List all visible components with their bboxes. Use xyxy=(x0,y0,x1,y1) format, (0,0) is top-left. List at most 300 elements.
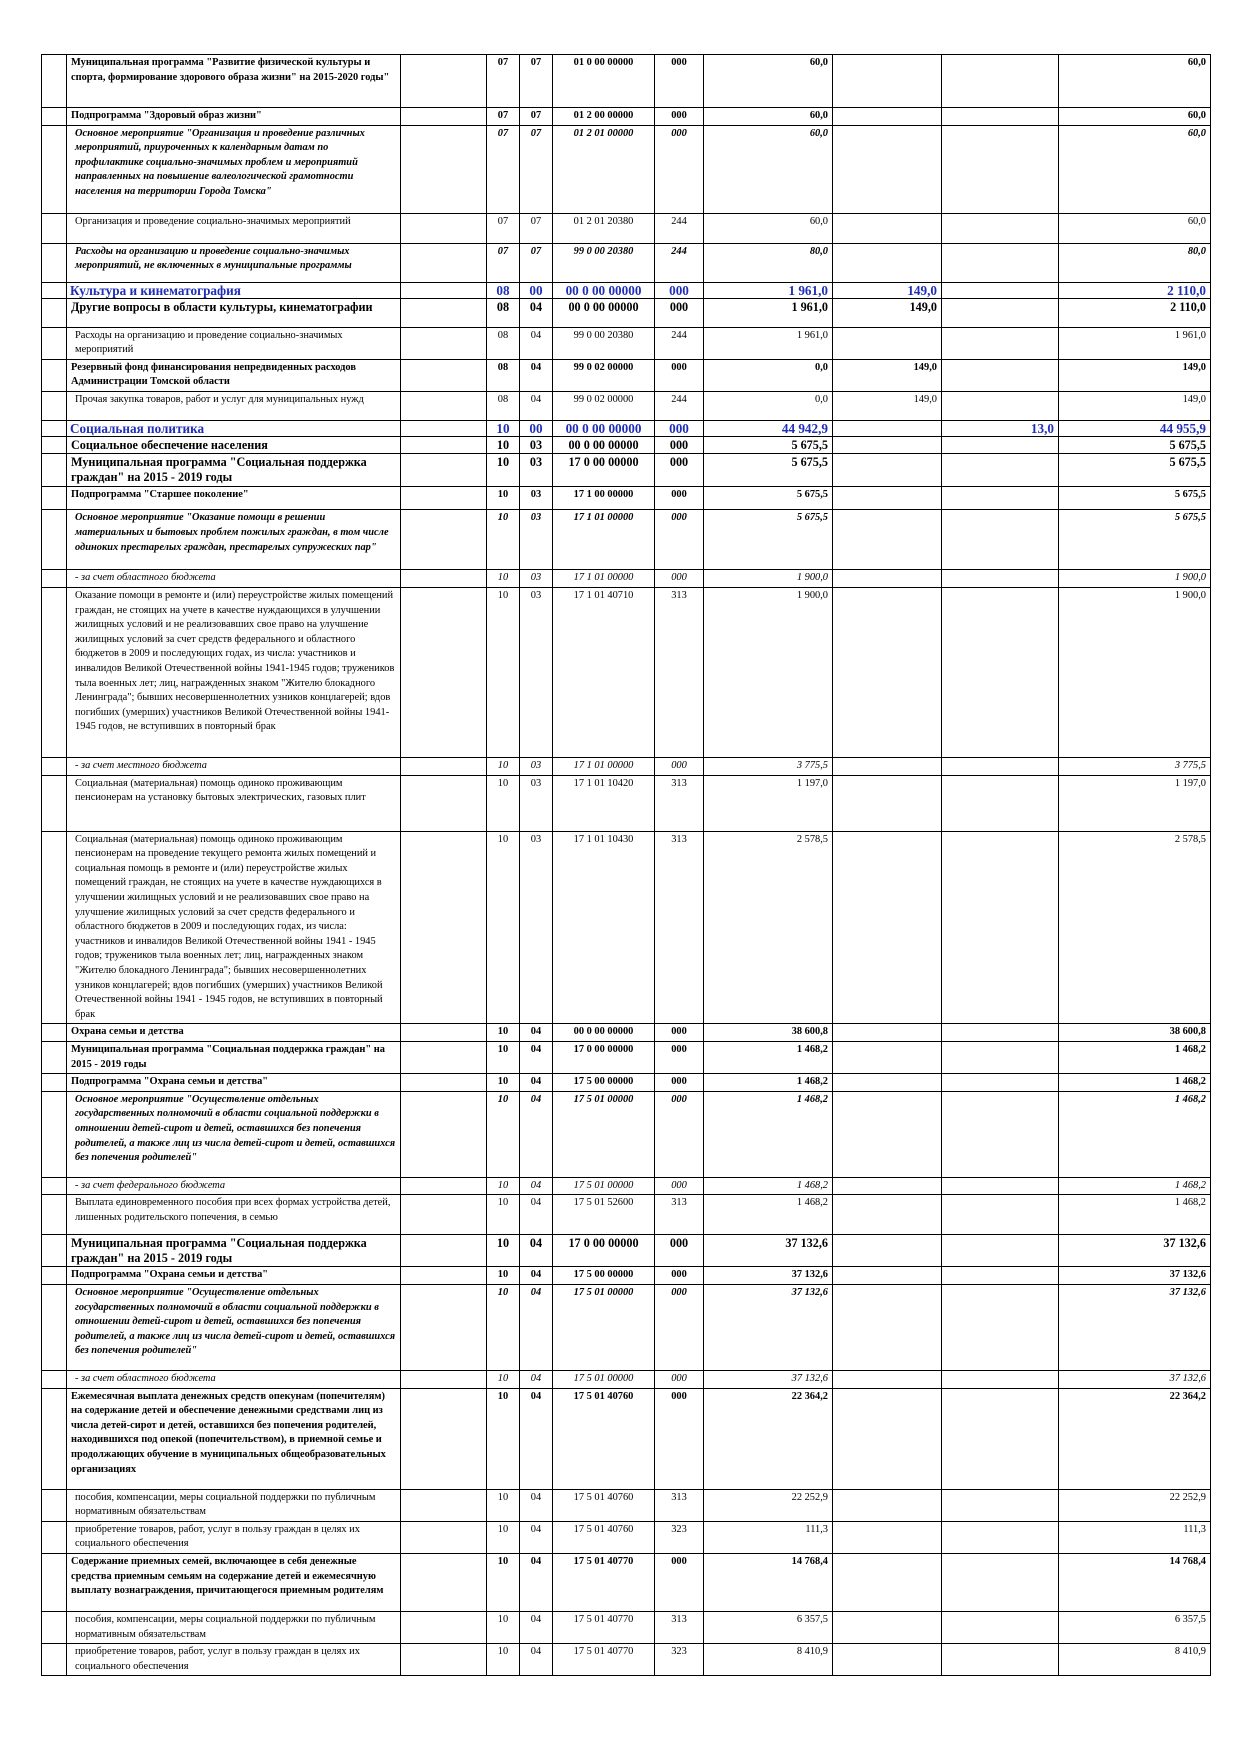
change-amount-2-cell xyxy=(942,1074,1059,1092)
expense-type-cell: 000 xyxy=(655,1370,704,1388)
row-number-cell xyxy=(42,55,67,108)
approved-amount-cell: 1 961,0 xyxy=(704,298,833,327)
approved-amount-cell: 80,0 xyxy=(704,243,833,282)
expense-type-cell: 313 xyxy=(655,1195,704,1235)
target-article-cell: 17 1 01 10420 xyxy=(553,775,655,831)
row-number-cell xyxy=(42,282,67,298)
expense-type-cell: 000 xyxy=(655,1091,704,1177)
subsection-cell: 04 xyxy=(520,1611,553,1643)
approved-amount-cell: 22 364,2 xyxy=(704,1388,833,1489)
table-row xyxy=(42,359,1211,391)
table-row xyxy=(42,108,1211,126)
target-article-cell: 17 0 00 00000 xyxy=(553,454,655,487)
subsection-cell: 04 xyxy=(520,1284,553,1370)
total-amount-cell: 22 252,9 xyxy=(1059,1489,1211,1521)
change-amount-2-cell xyxy=(942,327,1059,359)
row-number-cell xyxy=(42,831,67,1024)
row-number-cell xyxy=(42,1041,67,1073)
item-name-cell: Расходы на организацию и проведение социально-значимых мероприятий, не включенных в муниципальные программы xyxy=(67,243,401,282)
subsection-cell: 04 xyxy=(520,1489,553,1521)
table-row xyxy=(42,487,1211,510)
table-row xyxy=(42,1074,1211,1092)
total-amount-cell: 60,0 xyxy=(1059,55,1211,108)
admin-code-cell xyxy=(401,213,487,243)
total-amount-cell: 37 132,6 xyxy=(1059,1284,1211,1370)
approved-amount-cell: 0,0 xyxy=(704,391,833,420)
expense-type-cell: 000 xyxy=(655,282,704,298)
item-name-cell: Резервный фонд финансирования непредвиденных расходов Администрации Томской области xyxy=(67,359,401,391)
expense-type-cell: 000 xyxy=(655,1388,704,1489)
admin-code-cell xyxy=(401,1267,487,1285)
section-cell: 10 xyxy=(487,1177,520,1195)
total-amount-cell: 5 675,5 xyxy=(1059,454,1211,487)
section-cell: 10 xyxy=(487,1041,520,1073)
section-cell: 10 xyxy=(487,1024,520,1042)
change-amount-cell xyxy=(833,1553,942,1611)
expense-type-cell: 000 xyxy=(655,108,704,126)
approved-amount-cell: 1 468,2 xyxy=(704,1074,833,1092)
section-cell: 08 xyxy=(487,359,520,391)
change-amount-2-cell xyxy=(942,1284,1059,1370)
change-amount-cell xyxy=(833,1235,942,1267)
section-cell: 10 xyxy=(487,588,520,758)
row-number-cell xyxy=(42,391,67,420)
total-amount-cell: 37 132,6 xyxy=(1059,1370,1211,1388)
admin-code-cell xyxy=(401,125,487,213)
target-article-cell: 17 1 01 40710 xyxy=(553,588,655,758)
target-article-cell: 17 1 00 00000 xyxy=(553,487,655,510)
total-amount-cell: 2 110,0 xyxy=(1059,282,1211,298)
target-article-cell: 17 1 01 10430 xyxy=(553,831,655,1024)
approved-amount-cell: 22 252,9 xyxy=(704,1489,833,1521)
admin-code-cell xyxy=(401,327,487,359)
total-amount-cell: 1 197,0 xyxy=(1059,775,1211,831)
admin-code-cell xyxy=(401,243,487,282)
subsection-cell: 07 xyxy=(520,55,553,108)
table-row xyxy=(42,420,1211,436)
approved-amount-cell: 1 197,0 xyxy=(704,775,833,831)
row-number-cell xyxy=(42,327,67,359)
section-cell: 10 xyxy=(487,831,520,1024)
row-number-cell xyxy=(42,298,67,327)
item-name-cell: Оказание помощи в ремонте и (или) переустройстве жилых помещений граждан, не стоящих на учете в качестве нуждающихся в улучшении жилищных условий и не реализовавших свое право на улучшение жилищных условий за счет средств федерального и областного бюджетов в 2009 и последующих годах, из числа: участников и инвалидов Великой Отечественной войны 1941-1945 годов; тружеников тыла военных лет; лиц, награжденных знаком "Жителю блокадного Ленинграда"; бывших несовершеннолетних узников концлагерей; вдов погибших (умерших) участников Великой Отечественной войны 1941-1945 годов, не вступивших в повторный брак xyxy=(67,588,401,758)
admin-code-cell xyxy=(401,1074,487,1092)
target-article-cell: 17 5 00 00000 xyxy=(553,1267,655,1285)
admin-code-cell xyxy=(401,588,487,758)
change-amount-2-cell xyxy=(942,1024,1059,1042)
admin-code-cell xyxy=(401,1195,487,1235)
row-number-cell xyxy=(42,420,67,436)
admin-code-cell xyxy=(401,758,487,776)
change-amount-2-cell xyxy=(942,510,1059,570)
change-amount-2-cell xyxy=(942,1235,1059,1267)
section-cell: 07 xyxy=(487,213,520,243)
section-cell: 10 xyxy=(487,510,520,570)
row-number-cell xyxy=(42,1489,67,1521)
admin-code-cell xyxy=(401,1553,487,1611)
approved-amount-cell: 1 468,2 xyxy=(704,1177,833,1195)
section-cell: 07 xyxy=(487,55,520,108)
change-amount-cell xyxy=(833,1284,942,1370)
total-amount-cell: 1 468,2 xyxy=(1059,1195,1211,1235)
subsection-cell: 04 xyxy=(520,1091,553,1177)
expense-type-cell: 000 xyxy=(655,1074,704,1092)
section-cell: 10 xyxy=(487,1370,520,1388)
admin-code-cell xyxy=(401,391,487,420)
approved-amount-cell: 5 675,5 xyxy=(704,487,833,510)
item-name-cell: пособия, компенсации, меры социальной поддержки по публичным нормативным обязательствам xyxy=(67,1611,401,1643)
approved-amount-cell: 1 900,0 xyxy=(704,588,833,758)
section-cell: 10 xyxy=(487,1388,520,1489)
item-name-cell: Основное мероприятие "Осуществление отдельных государственных полномочий в области социальной поддержки в отношении детей-сирот и детей, оставшихся без попечения родителей, а также лиц из числа детей-сирот и детей, оставшихся без попечения родителей" xyxy=(67,1284,401,1370)
target-article-cell: 00 0 00 00000 xyxy=(553,282,655,298)
change-amount-cell: 149,0 xyxy=(833,391,942,420)
expense-type-cell: 244 xyxy=(655,391,704,420)
subsection-cell: 04 xyxy=(520,391,553,420)
change-amount-cell xyxy=(833,775,942,831)
admin-code-cell xyxy=(401,1370,487,1388)
total-amount-cell: 60,0 xyxy=(1059,108,1211,126)
subsection-cell: 04 xyxy=(520,1041,553,1073)
change-amount-2-cell xyxy=(942,758,1059,776)
approved-amount-cell: 1 468,2 xyxy=(704,1091,833,1177)
admin-code-cell xyxy=(401,831,487,1024)
change-amount-cell xyxy=(833,1370,942,1388)
table-row xyxy=(42,243,1211,282)
item-name-cell: - за счет федерального бюджета xyxy=(67,1177,401,1195)
section-cell: 10 xyxy=(487,1553,520,1611)
expense-type-cell: 000 xyxy=(655,420,704,436)
item-name-cell: Основное мероприятие "Оказание помощи в решении материальных и бытовых проблем пожилых граждан, в том числе одиноких престарелых граждан, престарелых супружеских пар" xyxy=(67,510,401,570)
subsection-cell: 04 xyxy=(520,1553,553,1611)
target-article-cell: 17 0 00 00000 xyxy=(553,1235,655,1267)
row-number-cell xyxy=(42,510,67,570)
change-amount-2-cell xyxy=(942,487,1059,510)
subsection-cell: 04 xyxy=(520,327,553,359)
total-amount-cell: 37 132,6 xyxy=(1059,1235,1211,1267)
approved-amount-cell: 1 900,0 xyxy=(704,570,833,588)
expense-type-cell: 000 xyxy=(655,436,704,454)
target-article-cell: 01 0 00 00000 xyxy=(553,55,655,108)
section-cell: 10 xyxy=(487,454,520,487)
approved-amount-cell: 37 132,6 xyxy=(704,1267,833,1285)
subsection-cell: 04 xyxy=(520,359,553,391)
subsection-cell: 04 xyxy=(520,1177,553,1195)
row-number-cell xyxy=(42,125,67,213)
row-number-cell xyxy=(42,1024,67,1042)
change-amount-cell xyxy=(833,1041,942,1073)
change-amount-cell: 149,0 xyxy=(833,282,942,298)
subsection-cell: 07 xyxy=(520,108,553,126)
admin-code-cell xyxy=(401,298,487,327)
change-amount-cell xyxy=(833,510,942,570)
row-number-cell xyxy=(42,588,67,758)
item-name-cell: Социальная политика xyxy=(67,420,401,436)
change-amount-2-cell xyxy=(942,831,1059,1024)
row-number-cell xyxy=(42,758,67,776)
item-name-cell: Подпрограмма "Здоровый образ жизни" xyxy=(67,108,401,126)
expense-type-cell: 313 xyxy=(655,1611,704,1643)
table-row xyxy=(42,1611,1211,1643)
table-row xyxy=(42,1195,1211,1235)
total-amount-cell: 5 675,5 xyxy=(1059,510,1211,570)
expense-type-cell: 323 xyxy=(655,1521,704,1553)
subsection-cell: 04 xyxy=(520,1521,553,1553)
subsection-cell: 04 xyxy=(520,1644,553,1676)
item-name-cell: Подпрограмма "Старшее поколение" xyxy=(67,487,401,510)
change-amount-2-cell xyxy=(942,1041,1059,1073)
subsection-cell: 03 xyxy=(520,454,553,487)
target-article-cell: 01 2 00 00000 xyxy=(553,108,655,126)
table-row xyxy=(42,436,1211,454)
expense-type-cell: 000 xyxy=(655,1553,704,1611)
subsection-cell: 03 xyxy=(520,588,553,758)
row-number-cell xyxy=(42,359,67,391)
subsection-cell: 03 xyxy=(520,510,553,570)
table-row xyxy=(42,510,1211,570)
expense-type-cell: 000 xyxy=(655,454,704,487)
target-article-cell: 17 1 01 00000 xyxy=(553,510,655,570)
total-amount-cell: 149,0 xyxy=(1059,359,1211,391)
change-amount-2-cell xyxy=(942,1091,1059,1177)
change-amount-2-cell xyxy=(942,1267,1059,1285)
section-cell: 08 xyxy=(487,327,520,359)
change-amount-2-cell xyxy=(942,570,1059,588)
table-row xyxy=(42,1267,1211,1285)
row-number-cell xyxy=(42,243,67,282)
expense-type-cell: 000 xyxy=(655,510,704,570)
row-number-cell xyxy=(42,1611,67,1643)
change-amount-cell xyxy=(833,1091,942,1177)
admin-code-cell xyxy=(401,1091,487,1177)
admin-code-cell xyxy=(401,510,487,570)
expense-type-cell: 000 xyxy=(655,125,704,213)
approved-amount-cell: 37 132,6 xyxy=(704,1370,833,1388)
target-article-cell: 99 0 00 20380 xyxy=(553,243,655,282)
subsection-cell: 07 xyxy=(520,125,553,213)
target-article-cell: 17 5 01 40760 xyxy=(553,1388,655,1489)
total-amount-cell: 5 675,5 xyxy=(1059,436,1211,454)
total-amount-cell: 1 468,2 xyxy=(1059,1177,1211,1195)
change-amount-2-cell xyxy=(942,1195,1059,1235)
change-amount-2-cell xyxy=(942,1388,1059,1489)
target-article-cell: 17 5 01 40760 xyxy=(553,1521,655,1553)
item-name-cell: Муниципальная программа "Социальная поддержка граждан" на 2015 - 2019 годы xyxy=(67,1235,401,1267)
section-cell: 10 xyxy=(487,1284,520,1370)
admin-code-cell xyxy=(401,487,487,510)
subsection-cell: 07 xyxy=(520,243,553,282)
total-amount-cell: 60,0 xyxy=(1059,213,1211,243)
change-amount-cell: 149,0 xyxy=(833,298,942,327)
change-amount-cell xyxy=(833,454,942,487)
section-cell: 10 xyxy=(487,1091,520,1177)
section-cell: 10 xyxy=(487,420,520,436)
table-row xyxy=(42,1091,1211,1177)
change-amount-2-cell xyxy=(942,359,1059,391)
total-amount-cell: 2 578,5 xyxy=(1059,831,1211,1024)
approved-amount-cell: 8 410,9 xyxy=(704,1644,833,1676)
change-amount-2-cell xyxy=(942,298,1059,327)
admin-code-cell xyxy=(401,359,487,391)
approved-amount-cell: 37 132,6 xyxy=(704,1235,833,1267)
item-name-cell: приобретение товаров, работ, услуг в пользу граждан в целях их социального обеспечения xyxy=(67,1644,401,1676)
change-amount-cell xyxy=(833,1074,942,1092)
table-row xyxy=(42,1489,1211,1521)
expense-type-cell: 000 xyxy=(655,1267,704,1285)
table-row xyxy=(42,213,1211,243)
item-name-cell: Социальное обеспечение населения xyxy=(67,436,401,454)
table-row xyxy=(42,1553,1211,1611)
change-amount-cell xyxy=(833,570,942,588)
target-article-cell: 01 2 01 00000 xyxy=(553,125,655,213)
row-number-cell xyxy=(42,1644,67,1676)
expense-type-cell: 000 xyxy=(655,1024,704,1042)
admin-code-cell xyxy=(401,1177,487,1195)
target-article-cell: 00 0 00 00000 xyxy=(553,436,655,454)
item-name-cell: Организация и проведение социально-значимых мероприятий xyxy=(67,213,401,243)
row-number-cell xyxy=(42,1074,67,1092)
item-name-cell: Подпрограмма "Охрана семьи и детства" xyxy=(67,1074,401,1092)
table-row xyxy=(42,125,1211,213)
admin-code-cell xyxy=(401,108,487,126)
expense-type-cell: 313 xyxy=(655,588,704,758)
target-article-cell: 00 0 00 00000 xyxy=(553,420,655,436)
change-amount-2-cell: 13,0 xyxy=(942,420,1059,436)
section-cell: 10 xyxy=(487,1074,520,1092)
change-amount-2-cell xyxy=(942,1553,1059,1611)
section-cell: 07 xyxy=(487,125,520,213)
table-row xyxy=(42,298,1211,327)
item-name-cell: Подпрограмма "Охрана семьи и детства" xyxy=(67,1267,401,1285)
target-article-cell: 17 5 01 40770 xyxy=(553,1611,655,1643)
admin-code-cell xyxy=(401,282,487,298)
admin-code-cell xyxy=(401,775,487,831)
item-name-cell: Муниципальная программа "Развитие физической культуры и спорта, формирование здорового образа жизни" на 2015-2020 годы" xyxy=(67,55,401,108)
change-amount-cell xyxy=(833,1611,942,1643)
section-cell: 10 xyxy=(487,487,520,510)
total-amount-cell: 111,3 xyxy=(1059,1521,1211,1553)
change-amount-2-cell xyxy=(942,282,1059,298)
item-name-cell: Расходы на организацию и проведение социально-значимых мероприятий xyxy=(67,327,401,359)
expense-type-cell: 000 xyxy=(655,1235,704,1267)
table-row xyxy=(42,1521,1211,1553)
expense-type-cell: 000 xyxy=(655,758,704,776)
expense-type-cell: 244 xyxy=(655,327,704,359)
item-name-cell: Социальная (материальная) помощь одиноко проживающим пенсионерам на установку бытовых электрических, газовых плит xyxy=(67,775,401,831)
table-row xyxy=(42,1177,1211,1195)
target-article-cell: 17 0 00 00000 xyxy=(553,1041,655,1073)
item-name-cell: - за счет областного бюджета xyxy=(67,570,401,588)
target-article-cell: 01 2 01 20380 xyxy=(553,213,655,243)
approved-amount-cell: 1 961,0 xyxy=(704,327,833,359)
subsection-cell: 04 xyxy=(520,298,553,327)
change-amount-2-cell xyxy=(942,775,1059,831)
total-amount-cell: 3 775,5 xyxy=(1059,758,1211,776)
approved-amount-cell: 0,0 xyxy=(704,359,833,391)
table-row xyxy=(42,454,1211,487)
change-amount-2-cell xyxy=(942,454,1059,487)
section-cell: 07 xyxy=(487,243,520,282)
approved-amount-cell: 60,0 xyxy=(704,55,833,108)
change-amount-2-cell xyxy=(942,243,1059,282)
target-article-cell: 17 1 01 00000 xyxy=(553,570,655,588)
section-cell: 10 xyxy=(487,1195,520,1235)
item-name-cell: Социальная (материальная) помощь одиноко проживающим пенсионерам на проведение текущего ремонта жилых помещений и социальная помощь в ремонте и (или) переустройстве жилых помещений граждан, не стоящих на учете в качестве нуждающихся в улучшении жилищных условий и не реализовавших свое право на улучшение жилищных условий за счет средств федерального и областного бюджетов в 2009 и последующих годах, из числа: участников и инвалидов Великой Отечественной войны 1941 - 1945 годов; тружеников тыла военных лет; лиц, награжденных знаком "Жителю блокадного Ленинграда"; бывших несовершеннолетних узников концлагерей; вдов погибших (умерших) участников Великой Отечественной войны 1941 - 1945 годов, не вступивших в повторный брак xyxy=(67,831,401,1024)
total-amount-cell: 1 961,0 xyxy=(1059,327,1211,359)
item-name-cell: - за счет областного бюджета xyxy=(67,1370,401,1388)
subsection-cell: 04 xyxy=(520,1388,553,1489)
total-amount-cell: 44 955,9 xyxy=(1059,420,1211,436)
row-number-cell xyxy=(42,1235,67,1267)
section-cell: 08 xyxy=(487,298,520,327)
expense-type-cell: 000 xyxy=(655,570,704,588)
approved-amount-cell: 44 942,9 xyxy=(704,420,833,436)
target-article-cell: 99 0 00 20380 xyxy=(553,327,655,359)
target-article-cell: 99 0 02 00000 xyxy=(553,359,655,391)
row-number-cell xyxy=(42,1370,67,1388)
row-number-cell xyxy=(42,1091,67,1177)
section-cell: 10 xyxy=(487,758,520,776)
target-article-cell: 17 5 01 00000 xyxy=(553,1284,655,1370)
expense-type-cell: 000 xyxy=(655,1284,704,1370)
expense-type-cell: 000 xyxy=(655,55,704,108)
admin-code-cell xyxy=(401,1611,487,1643)
admin-code-cell xyxy=(401,1024,487,1042)
item-name-cell: Охрана семьи и детства xyxy=(67,1024,401,1042)
target-article-cell: 17 5 01 52600 xyxy=(553,1195,655,1235)
row-number-cell xyxy=(42,1195,67,1235)
table-row xyxy=(42,1235,1211,1267)
item-name-cell: - за счет местного бюджета xyxy=(67,758,401,776)
subsection-cell: 04 xyxy=(520,1235,553,1267)
approved-amount-cell: 1 468,2 xyxy=(704,1195,833,1235)
target-article-cell: 17 5 01 40770 xyxy=(553,1553,655,1611)
change-amount-cell xyxy=(833,327,942,359)
item-name-cell: Содержание приемных семей, включающее в себя денежные средства приемным семьям на содержание детей и ежемесячную выплату вознаграждения, причитающегося приемным родителям xyxy=(67,1553,401,1611)
subsection-cell: 03 xyxy=(520,570,553,588)
target-article-cell: 00 0 00 00000 xyxy=(553,1024,655,1042)
approved-amount-cell: 14 768,4 xyxy=(704,1553,833,1611)
table-row xyxy=(42,1041,1211,1073)
change-amount-cell xyxy=(833,436,942,454)
subsection-cell: 07 xyxy=(520,213,553,243)
expense-type-cell: 323 xyxy=(655,1644,704,1676)
row-number-cell xyxy=(42,436,67,454)
table-row xyxy=(42,1024,1211,1042)
table-row xyxy=(42,1388,1211,1489)
section-cell: 08 xyxy=(487,391,520,420)
admin-code-cell xyxy=(401,1489,487,1521)
subsection-cell: 03 xyxy=(520,436,553,454)
expense-type-cell: 244 xyxy=(655,213,704,243)
total-amount-cell: 80,0 xyxy=(1059,243,1211,282)
table-row xyxy=(42,831,1211,1024)
change-amount-cell xyxy=(833,1267,942,1285)
expense-type-cell: 000 xyxy=(655,1177,704,1195)
approved-amount-cell: 111,3 xyxy=(704,1521,833,1553)
item-name-cell: Ежемесячная выплата денежных средств опекунам (попечителям) на содержание детей и обеспечение денежными средствами лиц из числа детей-сирот и детей, оставшихся без попечения родителей, находившихся под опекой (попечительством), в приемной семье и продолжающих обучение в муниципальных общеобразовательных организациях xyxy=(67,1388,401,1489)
row-number-cell xyxy=(42,213,67,243)
section-cell: 10 xyxy=(487,1235,520,1267)
total-amount-cell: 2 110,0 xyxy=(1059,298,1211,327)
subsection-cell: 04 xyxy=(520,1195,553,1235)
approved-amount-cell: 5 675,5 xyxy=(704,454,833,487)
expense-type-cell: 000 xyxy=(655,298,704,327)
row-number-cell xyxy=(42,487,67,510)
approved-amount-cell: 5 675,5 xyxy=(704,436,833,454)
item-name-cell: Прочая закупка товаров, работ и услуг для муниципальных нужд xyxy=(67,391,401,420)
change-amount-2-cell xyxy=(942,588,1059,758)
